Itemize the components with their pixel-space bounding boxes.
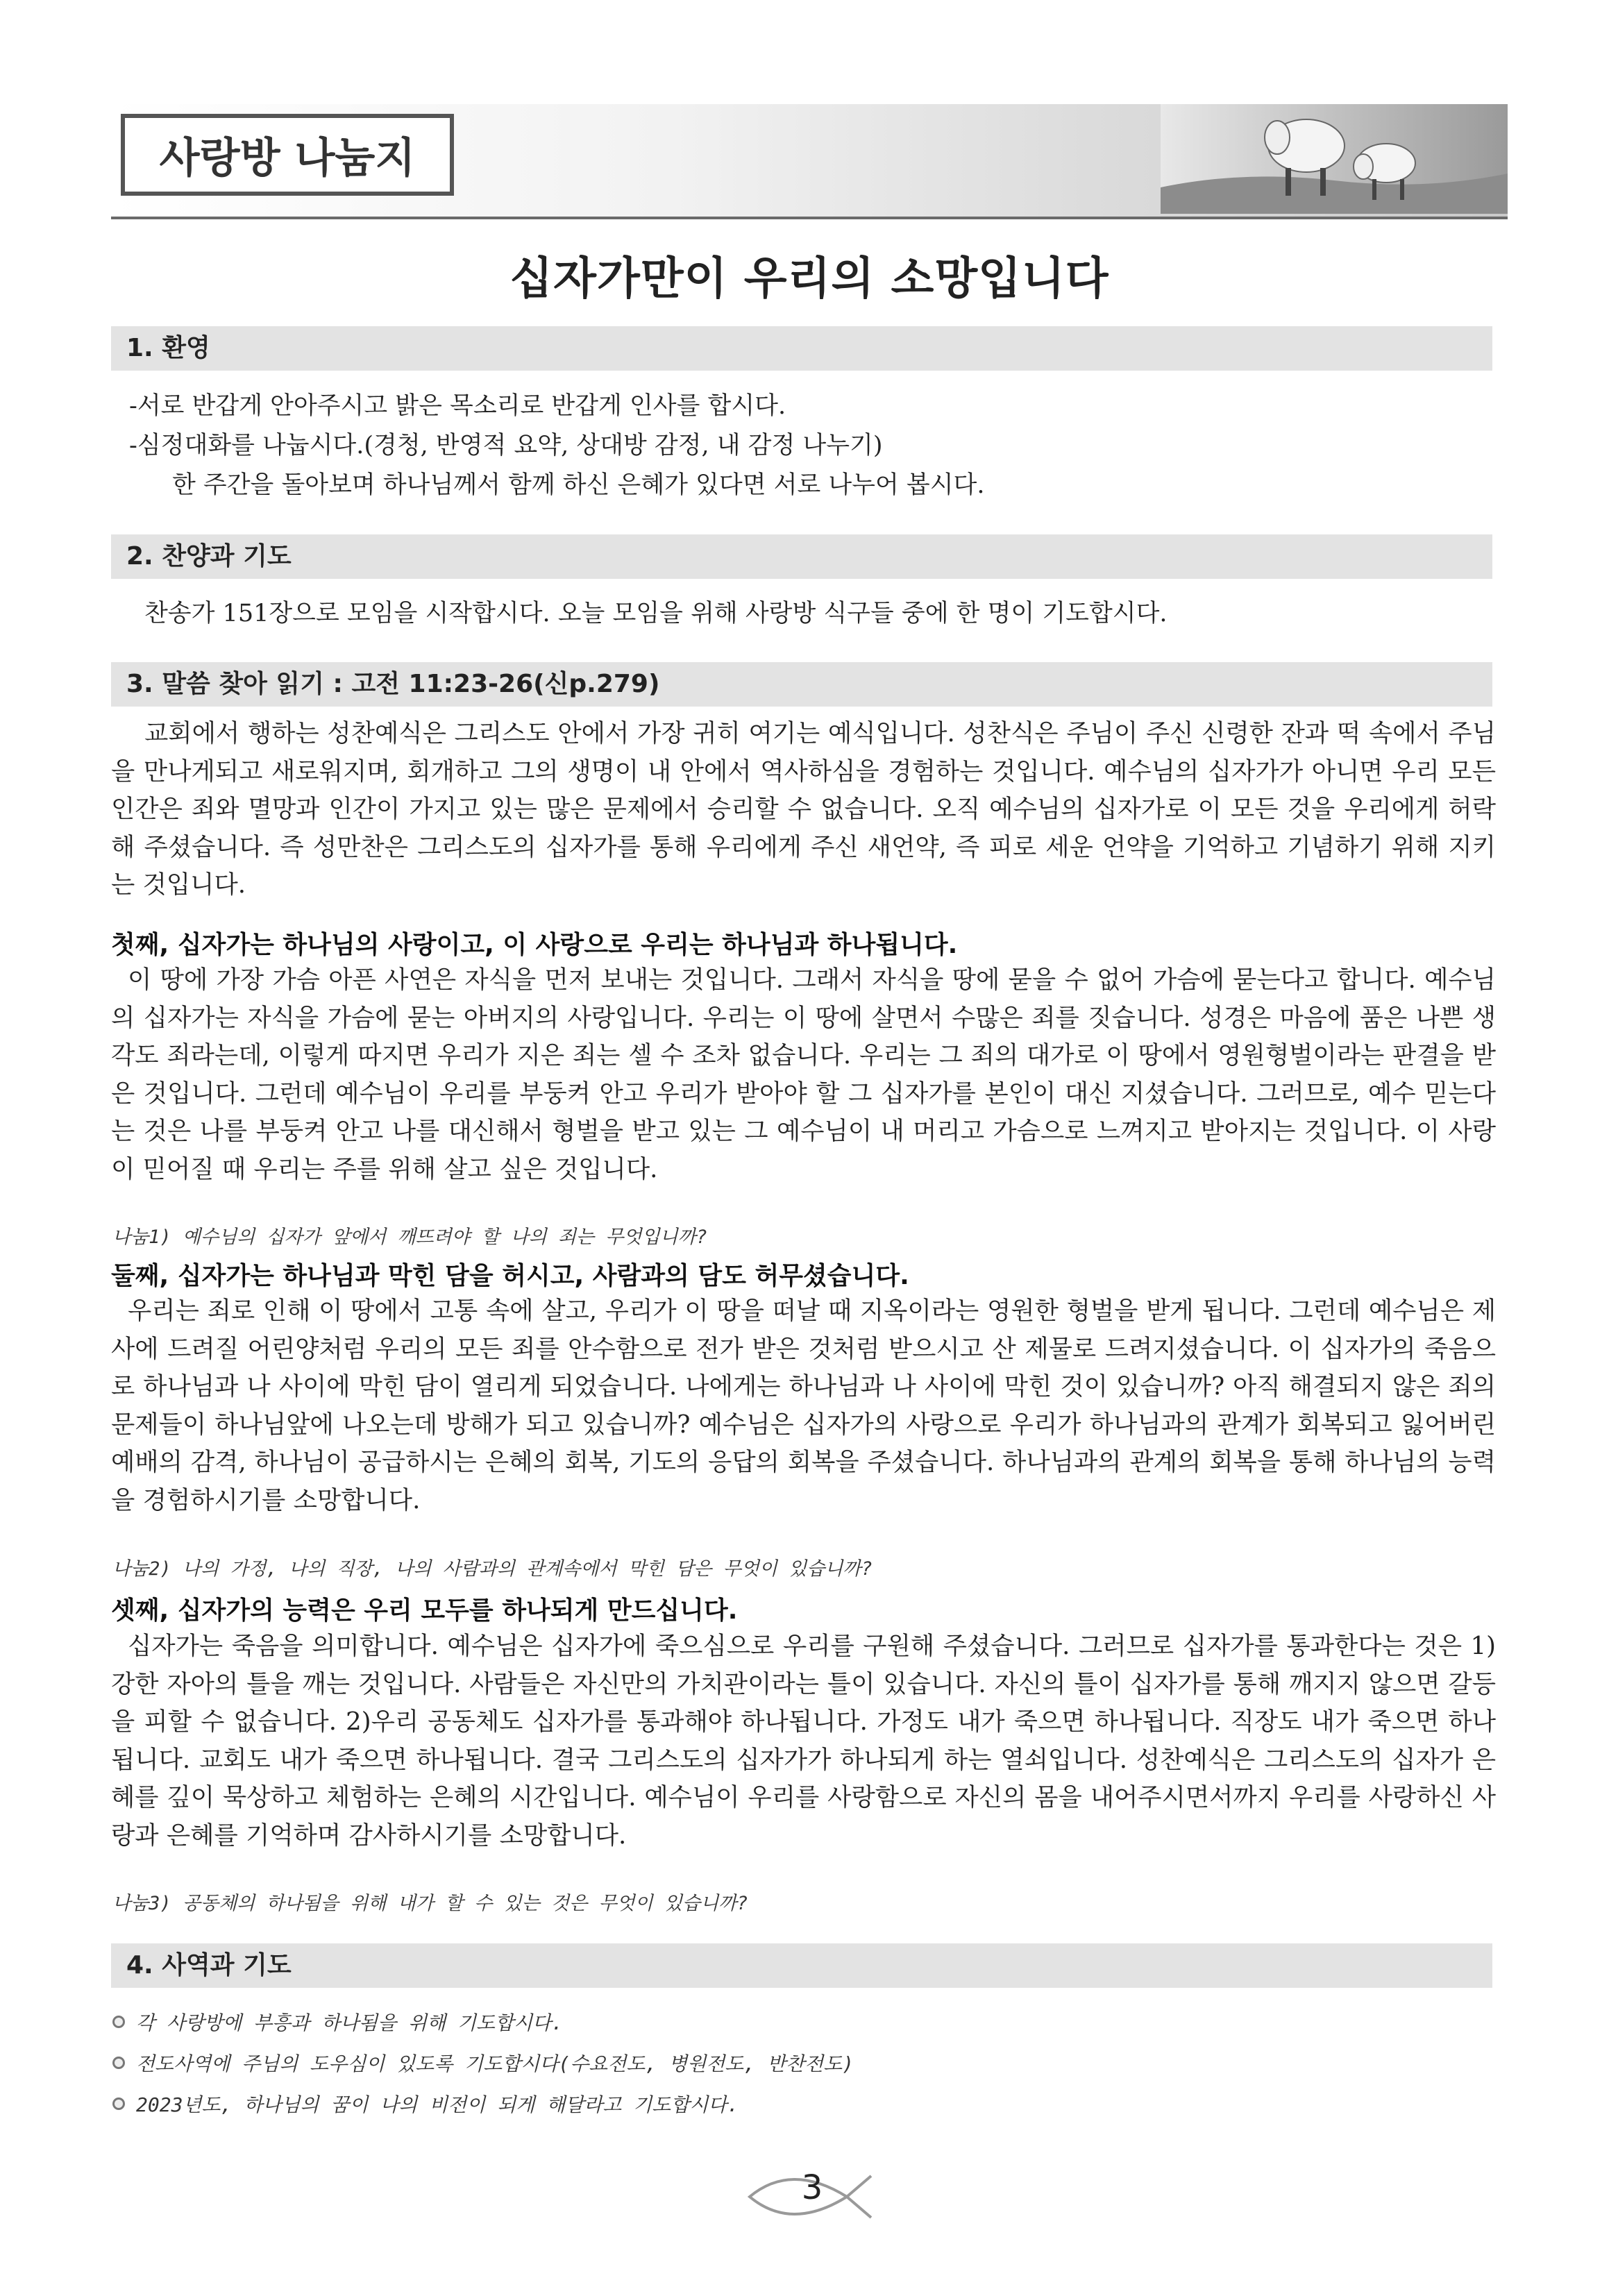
prayer-item: [112, 2090, 739, 2118]
point-two-body: [111, 1292, 1496, 1519]
scripture-intro: [111, 715, 1496, 904]
prayer-item-text: 각 사랑방에 부흥과 하나됨을 위해 기도합시다.: [136, 2011, 564, 2034]
welcome-line-2: -심정대화를 나눕시다.(경청, 반영적 요약, 상대방 감정, 내 감정 나누기): [129, 432, 883, 459]
section-heading-praise: 2. 찬양과 기도: [111, 534, 1492, 579]
prayer-item: [112, 2049, 854, 2077]
page-footer: [743, 2166, 882, 2228]
section-heading-scripture: 3. 말씀 찾아 읽기 : 고전 11:23-26(신p.279): [111, 662, 1492, 707]
bullet-icon: [112, 2097, 125, 2110]
page-number: 3: [801, 2168, 823, 2207]
prayer-item-text: 전도사역에 주님의 도우심이 있도록 기도합시다(수요전도, 병원전도, 반찬전도): [136, 2052, 854, 2075]
section-heading-ministry: 4. 사역과 기도: [111, 1943, 1492, 1988]
point-three-heading: 셋째, 십자가의 능력은 우리 모두를 하나되게 만드십니다.: [111, 1596, 738, 1625]
bullet-icon: [112, 2016, 125, 2028]
point-three-paragraph: 십자가는 죽음을 의미합니다. 예수님은 십자가에 죽으심으로 우리를 구원해 주셨습니다. 그러므로 십자가를 통과한다는 것은 1)강한 자아의 틀을 깨는 것입니다. 사람들은 자신만의 가치관이라는 틀이 있습니다. 자신의 틀이 십자가를 통해 깨지지 않으면 갈등을 피할 수 없습니다. 2)우리 공동체도 십자가를 통과해야 하나됩니다. 가정도 내가 죽으면 하나됩니다. 직장도 내가 죽으면 하나됩니다. 교회도 내가 죽으면 하나됩니다. 결국 그리스도의 십자가가 하나되게 하는 열쇠입니다. 성찬예식은 그리스도의 십자가 은혜를 깊이 묵상하고 체험하는 은혜의 시간입니다. 예수님이 우리를 사랑함으로 자신의 몸을 내어주시면서까지 우리를 사랑하신 사랑과 은혜를 기억하며 감사하시기를 소망합니다.: [111, 1632, 1496, 1850]
share-question-3: 나눔3) 공동체의 하나됨을 위해 내가 할 수 있는 것은 무엇이 있습니까?: [112, 1893, 748, 1914]
page-title: 십자가만이 우리의 소망입니다: [509, 253, 1109, 305]
point-one-heading: 첫째, 십자가는 하나님의 사랑이고, 이 사랑으로 우리는 하나님과 하나됩니다.: [111, 931, 958, 959]
welcome-line-1: -서로 반갑게 안아주시고 밝은 목소리로 반갑게 인사를 합시다.: [129, 392, 786, 420]
header-banner: [111, 104, 1508, 219]
prayer-item: [112, 2008, 563, 2036]
section-badge: 사랑방 나눔지: [121, 114, 454, 196]
point-one-body: [111, 961, 1496, 1188]
share-question-1: 나눔1) 예수님의 십자가 앞에서 깨뜨려야 할 나의 죄는 무엇입니까?: [112, 1226, 707, 1248]
bullet-icon: [112, 2057, 125, 2069]
point-two-heading: 둘째, 십자가는 하나님과 막힌 담을 허시고, 사람과의 담도 허무셨습니다.: [111, 1262, 909, 1290]
sheep-illustration-icon: [1161, 104, 1508, 214]
intro-paragraph: 교회에서 행하는 성찬예식은 그리스도 안에서 가장 귀히 여기는 예식입니다. 성찬식은 주님이 주신 신령한 잔과 떡 속에서 주님을 만나게되고 새로워지며, 회개하고 그의 생명이 내 안에서 역사하심을 경험하는 것입니다. 예수님의 십자가가 아니면 우리 모든 인간은 죄와 멸망과 인간이 가지고 있는 많은 문제에서 승리할 수 없습니다. 오직 예수님의 십자가로 이 모든 것을 우리에게 허락해 주셨습니다. 즉 성만찬은 그리스도의 십자가를 통해 우리에게 주신 새언약, 즉 피로 세운 언약을 기억하고 기념하기 위해 지키는 것입니다.: [111, 719, 1496, 899]
point-two-paragraph: 우리는 죄로 인해 이 땅에서 고통 속에 살고, 우리가 이 땅을 떠날 때 지옥이라는 영원한 형벌을 받게 됩니다. 그런데 예수님은 제사에 드려질 어린양처럼 우리의 모든 죄를 안수함으로 전가 받은 것처럼 받으시고 산 제물로 드려지셨습니다. 이 십자가의 죽음으로 하나님과 나 사이에 막힌 담이 열리게 되었습니다. 나에게는 하나님과 나 사이에 막힌 것이 있습니까? 아직 해결되지 않은 죄의 문제들이 하나님앞에 나오는데 방해가 되고 있습니까? 예수님은 십자가의 사랑으로 우리가 하나님과의 관계가 회복되고 잃어버린 예배의 감격, 하나님이 공급하시는 은혜의 회복, 기도의 응답의 회복을 주셨습니다. 하나님과의 관계의 회복을 통해 하나님의 능력을 경험하시기를 소망합니다.: [111, 1297, 1496, 1514]
point-three-body: [111, 1628, 1496, 1855]
section-heading-welcome: 1. 환영: [111, 326, 1492, 371]
share-question-2: 나눔2) 나의 가정, 나의 직장, 나의 사람과의 관계속에서 막힌 담은 무엇이 있습니까?: [112, 1558, 873, 1580]
prayer-item-text: 2023년도, 하나님의 꿈이 나의 비전이 되게 해달라고 기도합시다.: [136, 2093, 739, 2116]
welcome-line-3: 한 주간을 돌아보며 하나님께서 함께 하신 은혜가 있다면 서로 나누어 봅시다.: [172, 471, 985, 499]
point-one-paragraph: 이 땅에 가장 가슴 아픈 사연은 자식을 먼저 보내는 것입니다. 그래서 자식을 땅에 묻을 수 없어 가슴에 묻는다고 합니다. 예수님의 십자가는 자식을 가슴에 묻는 아버지의 사랑입니다. 우리는 이 땅에 살면서 수많은 죄를 짓습니다. 성경은 마음에 품은 나쁜 생각도 죄라는데, 이렇게 따지면 우리가 지은 죄는 셀 수 조차 없습니다. 우리는 그 죄의 대가로 이 땅에서 영원형벌이라는 판결을 받은 것입니다. 그런데 예수님이 우리를 부둥켜 안고 우리가 받아야 할 그 십자가를 본인이 대신 지셨습니다. 그러므로, 예수 믿는다는 것은 나를 부둥켜 안고 나를 대신해서 형벌을 받고 있는 그 예수님이 내 머리고 가슴으로 느껴지고 받아지는 것입니다. 이 사랑이 믿어질 때 우리는 주를 위해 살고 싶은 것입니다.: [111, 965, 1496, 1183]
praise-text: 찬송가 151장으로 모임을 시작합시다. 오늘 모임을 위해 사랑방 식구들 중에 한 명이 기도합시다.: [144, 600, 1168, 627]
